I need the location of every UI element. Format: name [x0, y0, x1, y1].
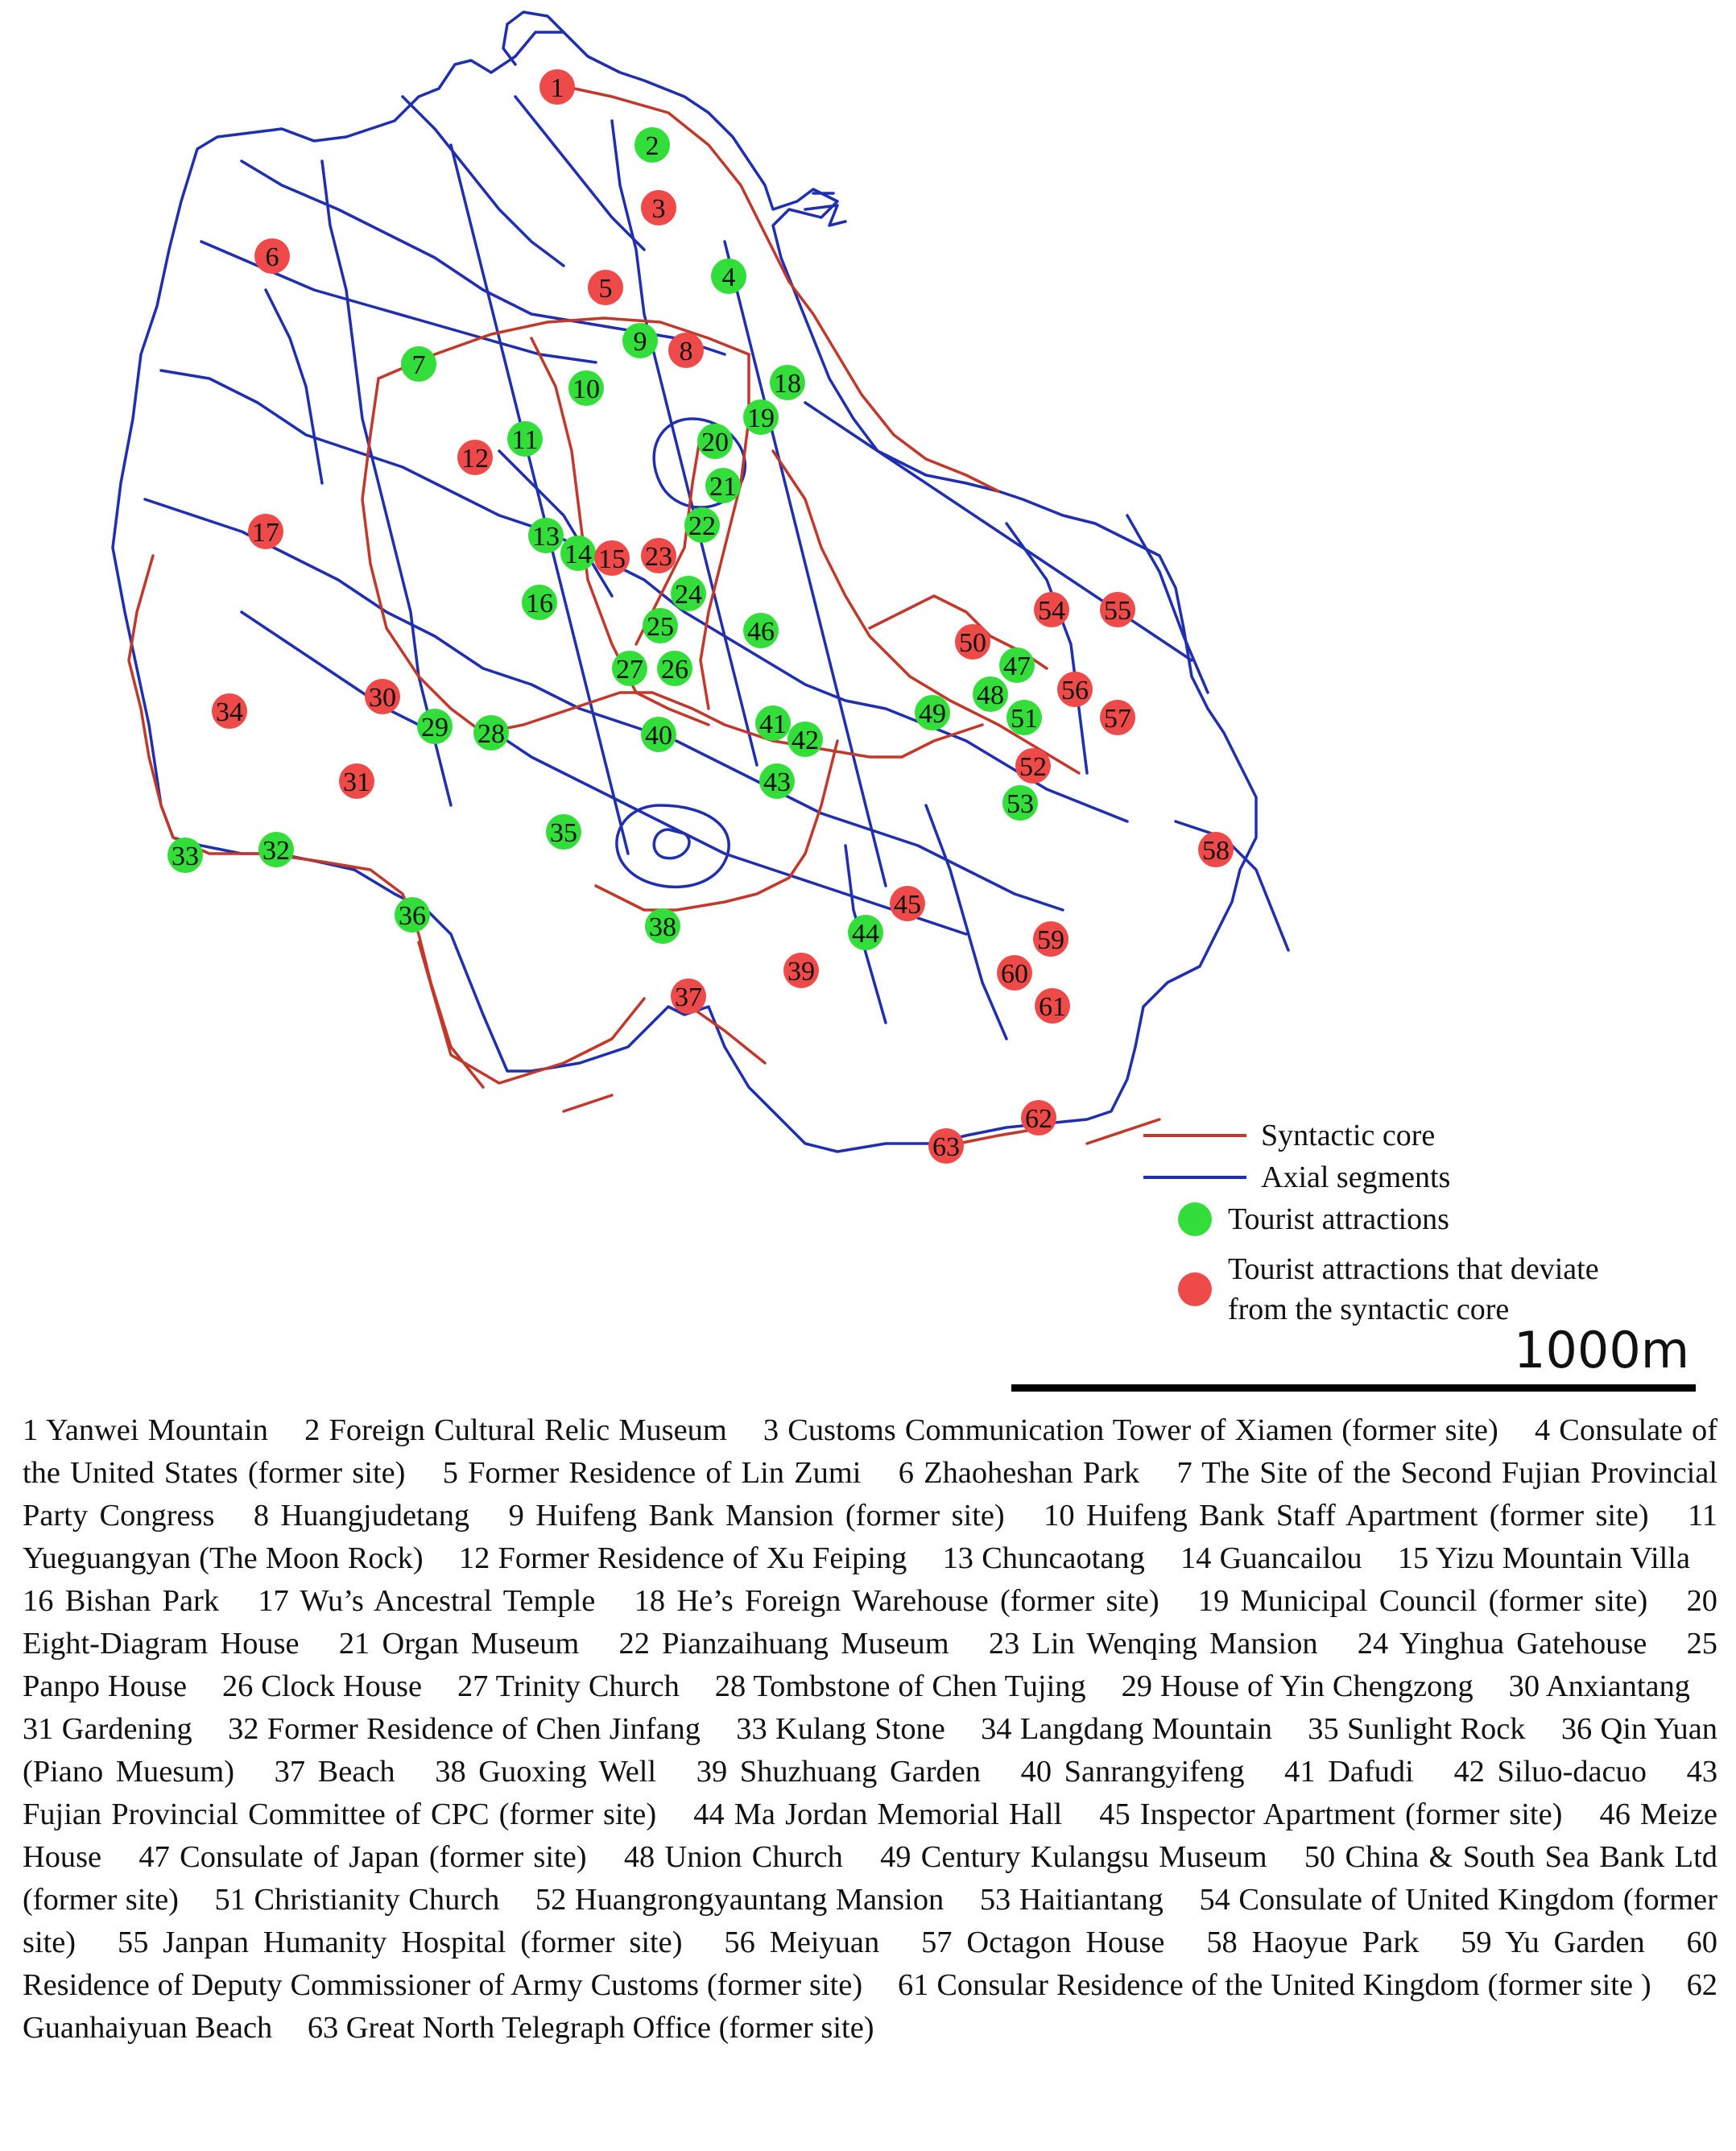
legend-tourist-label: Tourist attractions — [1228, 1202, 1449, 1236]
marker-number-label: 63 — [932, 1132, 960, 1162]
caption-entry: 19 Municipal Council (former site) — [1197, 1584, 1648, 1618]
attraction-marker-20[interactable] — [697, 424, 733, 459]
caption-entry: 34 Langdang Mountain — [981, 1712, 1272, 1746]
caption-entry: 62 Guanhaiyuan Beach — [23, 1968, 1717, 2045]
marker-number-label: 26 — [661, 655, 688, 685]
caption-entry: 3 Customs Communication Tower of Xiamen (former site) — [763, 1413, 1498, 1447]
caption-entry: 50 China & South Sea Bank Ltd (former site) — [23, 1840, 1717, 1917]
attraction-marker-14[interactable] — [560, 536, 596, 571]
attraction-marker-3[interactable] — [641, 190, 676, 225]
attraction-marker-15[interactable] — [594, 540, 630, 576]
caption-entry: 9 Huifeng Bank Mansion (former site) — [508, 1499, 1005, 1533]
marker-number-label: 18 — [774, 369, 801, 399]
legend-deviate-row — [1143, 1249, 1599, 1330]
attraction-marker-39[interactable] — [783, 953, 819, 988]
attraction-marker-56[interactable] — [1057, 672, 1093, 707]
caption-entry: 61 Consular Residence of the United Kingdom (former site ) — [898, 1968, 1651, 2002]
marker-number-label: 59 — [1037, 925, 1064, 955]
caption-entry: 56 Meiyuan — [724, 1926, 880, 1959]
attraction-marker-37[interactable] — [671, 978, 706, 1014]
marker-number-label: 7 — [411, 350, 426, 380]
attraction-marker-17[interactable] — [248, 514, 283, 549]
marker-number-label: 22 — [688, 511, 716, 541]
caption-entry: 55 Janpan Humanity Hospital (former site) — [118, 1926, 683, 1959]
marker-number-label: 19 — [747, 403, 775, 433]
marker-number-label: 9 — [633, 327, 647, 357]
legend-deviate-label-line2: from the syntactic core — [1228, 1293, 1510, 1326]
attraction-marker-55[interactable] — [1100, 592, 1135, 627]
caption-entry: 48 Union Church — [623, 1840, 843, 1874]
marker-number-label: 37 — [675, 982, 702, 1012]
legend-axial-swatch — [1143, 1176, 1246, 1179]
caption-entry: 31 Gardening — [23, 1712, 192, 1746]
caption-entry: 57 Octagon House — [921, 1926, 1165, 1959]
attraction-marker-57[interactable] — [1100, 700, 1135, 735]
caption-entry: 18 He’s Foreign Warehouse (former site) — [634, 1584, 1159, 1618]
legend-axial-label: Axial segments — [1261, 1160, 1451, 1194]
caption-entry: 32 Former Residence of Chen Jinfang — [228, 1712, 701, 1746]
caption-entry: 38 Guoxing Well — [435, 1755, 657, 1789]
caption-entry: 29 House of Yin Chengzong — [1121, 1669, 1474, 1703]
marker-number-label: 55 — [1104, 596, 1131, 626]
marker-number-label: 1 — [550, 73, 564, 103]
legend-core-label: Syntactic core — [1261, 1119, 1436, 1152]
attraction-marker-44[interactable] — [848, 915, 883, 950]
attraction-marker-58[interactable] — [1198, 832, 1234, 867]
marker-number-label: 41 — [759, 709, 787, 739]
marker-number-label: 14 — [564, 540, 592, 569]
caption-entry: 28 Tombstone of Chen Tujing — [714, 1669, 1086, 1703]
attraction-marker-36[interactable] — [395, 897, 430, 933]
marker-number-label: 46 — [747, 617, 775, 647]
marker-number-label: 4 — [721, 263, 736, 292]
marker-number-label: 10 — [572, 374, 600, 404]
attraction-marker-54[interactable] — [1034, 592, 1069, 627]
attraction-marker-16[interactable] — [522, 585, 557, 620]
marker-number-label: 49 — [919, 699, 946, 729]
caption-entry: 8 Huangjudetang — [253, 1499, 470, 1533]
marker-number-label: 40 — [645, 721, 672, 751]
caption-entry: 41 Dafudi — [1284, 1755, 1414, 1789]
attraction-marker-5[interactable] — [588, 270, 623, 305]
caption-entry: 46 Meize House — [23, 1797, 1717, 1874]
attraction-marker-62[interactable] — [1021, 1100, 1056, 1135]
marker-number-label: 38 — [649, 912, 676, 942]
marker-number-label: 13 — [532, 522, 560, 552]
caption-entry: 13 Chuncaotang — [942, 1541, 1145, 1575]
marker-number-label: 31 — [343, 767, 370, 797]
caption-entry: 14 Guancailou — [1180, 1541, 1362, 1575]
legend-tourist-row — [1143, 1199, 1449, 1239]
attraction-marker-10[interactable] — [568, 370, 604, 406]
attraction-marker-40[interactable] — [641, 717, 676, 752]
caption-entry: 10 Huifeng Bank Staff Apartment (former site) — [1044, 1499, 1649, 1533]
marker-number-label: 33 — [172, 842, 199, 871]
caption-entry: 54 Consulate of United Kingdom (former site) — [23, 1883, 1717, 1959]
attraction-marker-30[interactable] — [365, 679, 400, 714]
marker-number-label: 52 — [1019, 752, 1047, 782]
caption-entry: 5 Former Residence of Lin Zumi — [442, 1456, 862, 1490]
marker-number-label: 44 — [852, 919, 879, 949]
attraction-marker-26[interactable] — [657, 651, 692, 686]
attraction-marker-33[interactable] — [167, 838, 203, 873]
attraction-marker-63[interactable] — [928, 1128, 964, 1164]
attraction-marker-11[interactable] — [507, 421, 543, 457]
marker-number-label: 2 — [645, 131, 659, 161]
marker-number-label: 43 — [763, 767, 791, 797]
caption-entry: 63 Great North Telegraph Office (former site) — [307, 2011, 874, 2045]
attraction-marker-61[interactable] — [1035, 988, 1070, 1024]
caption-entry: 37 Beach — [274, 1755, 395, 1789]
attraction-marker-6[interactable] — [254, 238, 290, 274]
caption-entry: 44 Ma Jordan Memorial Hall — [693, 1797, 1063, 1831]
caption-entry: 22 Pianzaihuang Museum — [618, 1627, 949, 1661]
attraction-markers — [167, 69, 1234, 1164]
marker-number-label: 36 — [399, 901, 426, 931]
attraction-marker-42[interactable] — [787, 722, 823, 757]
caption-entry: 36 Qin Yuan (Piano Muesum) — [23, 1712, 1717, 1789]
attraction-marker-27[interactable] — [612, 651, 647, 686]
caption-entry: 39 Shuzhuang Garden — [696, 1755, 981, 1789]
attraction-marker-4[interactable] — [711, 259, 746, 294]
marker-number-label: 17 — [252, 518, 279, 548]
marker-number-label: 15 — [598, 544, 626, 574]
attraction-marker-7[interactable] — [401, 346, 436, 382]
marker-number-label: 21 — [709, 472, 737, 502]
caption-entry: 42 Siluo-dacuo — [1453, 1755, 1647, 1789]
attraction-marker-24[interactable] — [671, 576, 706, 611]
caption-entry: 12 Former Residence of Xu Feiping — [458, 1541, 907, 1575]
caption-entry: 1 Yanwei Mountain — [23, 1413, 268, 1447]
marker-number-label: 47 — [1003, 652, 1031, 681]
caption-entry: 52 Huangrongyauntang Mansion — [535, 1883, 944, 1917]
marker-number-label: 12 — [461, 444, 489, 474]
marker-number-label: 39 — [787, 957, 815, 987]
caption-entry: 4 Consulate of the United States (former site) — [23, 1413, 1718, 1490]
attraction-marker-21[interactable] — [705, 468, 741, 503]
caption-entry: 20 Eight-Diagram House — [23, 1584, 1717, 1661]
marker-number-label: 30 — [369, 683, 396, 713]
marker-number-label: 53 — [1006, 789, 1034, 819]
legend-green-dot-icon — [1178, 1202, 1212, 1236]
marker-number-label: 24 — [675, 580, 702, 610]
attraction-marker-18[interactable] — [770, 365, 805, 400]
legend-core-row — [1143, 1115, 1435, 1156]
legend-red-dot-icon — [1178, 1272, 1212, 1306]
marker-number-label: 61 — [1039, 992, 1066, 1022]
attraction-marker-1[interactable] — [539, 69, 575, 105]
attraction-marker-50[interactable] — [955, 624, 990, 660]
marker-number-label: 11 — [511, 425, 539, 455]
attraction-marker-22[interactable] — [684, 507, 720, 543]
marker-number-label: 27 — [616, 655, 643, 685]
caption-entry: 30 Anxiantang — [1508, 1669, 1690, 1703]
caption-entry: 7 The Site of the Second Fujian Provincial Party Congress — [23, 1456, 1718, 1533]
attraction-marker-28[interactable] — [473, 715, 509, 751]
caption-entry: 51 Christianity Church — [214, 1883, 500, 1917]
attraction-marker-53[interactable] — [1002, 785, 1038, 821]
caption-entry: 60 Residence of Deputy Commissioner of Army Customs (former site) — [23, 1926, 1717, 2002]
marker-number-label: 45 — [894, 890, 921, 920]
attraction-marker-45[interactable] — [890, 886, 925, 921]
marker-number-label: 54 — [1038, 596, 1065, 626]
legend-core-swatch — [1143, 1134, 1246, 1137]
attraction-marker-25[interactable] — [643, 608, 678, 643]
attraction-marker-43[interactable] — [759, 763, 795, 799]
caption-entry: 23 Lin Wenqing Mansion — [988, 1627, 1318, 1661]
marker-number-label: 28 — [477, 719, 505, 749]
marker-number-label: 50 — [959, 628, 986, 658]
legend-deviate-label — [1228, 1249, 1599, 1330]
caption-entry: 33 Kulang Stone — [736, 1712, 945, 1746]
marker-number-label: 60 — [1001, 959, 1028, 989]
attraction-marker-47[interactable] — [999, 647, 1035, 683]
caption-entry: 25 Panpo House — [23, 1627, 1717, 1703]
attraction-marker-32[interactable] — [258, 832, 294, 867]
marker-number-label: 3 — [651, 194, 666, 224]
caption-entry: 6 Zhaoheshan Park — [898, 1456, 1140, 1490]
caption-entry: 45 Inspector Apartment (former site) — [1099, 1797, 1563, 1831]
marker-number-label: 58 — [1202, 836, 1230, 866]
attraction-marker-29[interactable] — [417, 709, 453, 744]
caption-entry: 17 Wu’s Ancestral Temple — [258, 1584, 596, 1618]
attraction-marker-13[interactable] — [528, 518, 564, 553]
marker-number-label: 23 — [645, 542, 672, 572]
marker-number-label: 56 — [1061, 676, 1089, 705]
caption-entry: 40 Sanrangyifeng — [1020, 1755, 1245, 1789]
caption-entry: 27 Trinity Church — [457, 1669, 680, 1703]
marker-number-label: 32 — [262, 836, 290, 866]
attraction-marker-38[interactable] — [645, 908, 680, 944]
scale-bar — [1011, 1384, 1696, 1392]
marker-number-label: 35 — [550, 818, 577, 848]
marker-number-label: 25 — [647, 612, 674, 642]
legend-axial-row — [1143, 1157, 1450, 1198]
attraction-marker-23[interactable] — [641, 538, 676, 573]
marker-number-label: 29 — [421, 713, 448, 743]
caption-entry: 59 Yu Garden — [1461, 1926, 1645, 1959]
attraction-marker-12[interactable] — [457, 440, 493, 475]
caption-entry: 24 Yinghua Gatehouse — [1357, 1627, 1647, 1661]
caption-entry: 16 Bishan Park — [23, 1584, 220, 1618]
attraction-marker-31[interactable] — [339, 763, 374, 799]
attraction-marker-35[interactable] — [546, 814, 581, 850]
marker-number-label: 6 — [265, 242, 279, 272]
marker-number-label: 20 — [701, 428, 729, 457]
attraction-marker-19[interactable] — [743, 399, 779, 435]
attraction-marker-41[interactable] — [755, 705, 791, 741]
caption-entry: 49 Century Kulangsu Museum — [880, 1840, 1267, 1874]
attraction-caption-list — [23, 1409, 1717, 2050]
attraction-marker-34[interactable] — [212, 693, 247, 729]
attraction-marker-52[interactable] — [1015, 748, 1051, 784]
attraction-marker-46[interactable] — [743, 613, 779, 648]
caption-entry: 58 Haoyue Park — [1206, 1926, 1420, 1959]
marker-number-label: 8 — [679, 337, 693, 366]
marker-number-label: 62 — [1025, 1104, 1052, 1134]
caption-entry: 21 Organ Museum — [338, 1627, 580, 1661]
marker-number-label: 5 — [598, 274, 613, 304]
marker-number-label: 16 — [526, 589, 553, 618]
caption-entry: 2 Foreign Cultural Relic Museum — [304, 1413, 727, 1447]
attraction-marker-51[interactable] — [1006, 700, 1042, 735]
caption-entry: 53 Haitiantang — [979, 1883, 1164, 1917]
attraction-marker-60[interactable] — [997, 955, 1032, 991]
caption-entry: 35 Sunlight Rock — [1308, 1712, 1526, 1746]
caption-entry: 47 Consulate of Japan (former site) — [138, 1840, 587, 1874]
caption-entry: 43 Fujian Provincial Committee of CPC (former site) — [23, 1755, 1718, 1831]
caption-entry: 26 Clock House — [221, 1669, 423, 1703]
attraction-marker-8[interactable] — [668, 333, 704, 368]
scale-label: 1000m — [1514, 1321, 1690, 1380]
caption-entry: 11 Yueguangyan (The Moon Rock) — [23, 1499, 1717, 1575]
legend-deviate-label-line1: Tourist attractions that deviate — [1228, 1252, 1599, 1286]
marker-number-label: 34 — [216, 697, 243, 727]
attraction-marker-59[interactable] — [1033, 921, 1068, 957]
attraction-marker-48[interactable] — [973, 676, 1008, 712]
attraction-marker-2[interactable] — [634, 127, 670, 163]
attraction-marker-49[interactable] — [915, 695, 950, 730]
attraction-marker-9[interactable] — [622, 323, 658, 358]
caption-entry: 15 Yizu Mountain Villa — [1397, 1541, 1691, 1575]
marker-number-label: 42 — [792, 726, 819, 755]
marker-number-label: 57 — [1104, 704, 1131, 734]
marker-number-label: 51 — [1011, 704, 1038, 734]
marker-number-label: 48 — [977, 680, 1004, 710]
